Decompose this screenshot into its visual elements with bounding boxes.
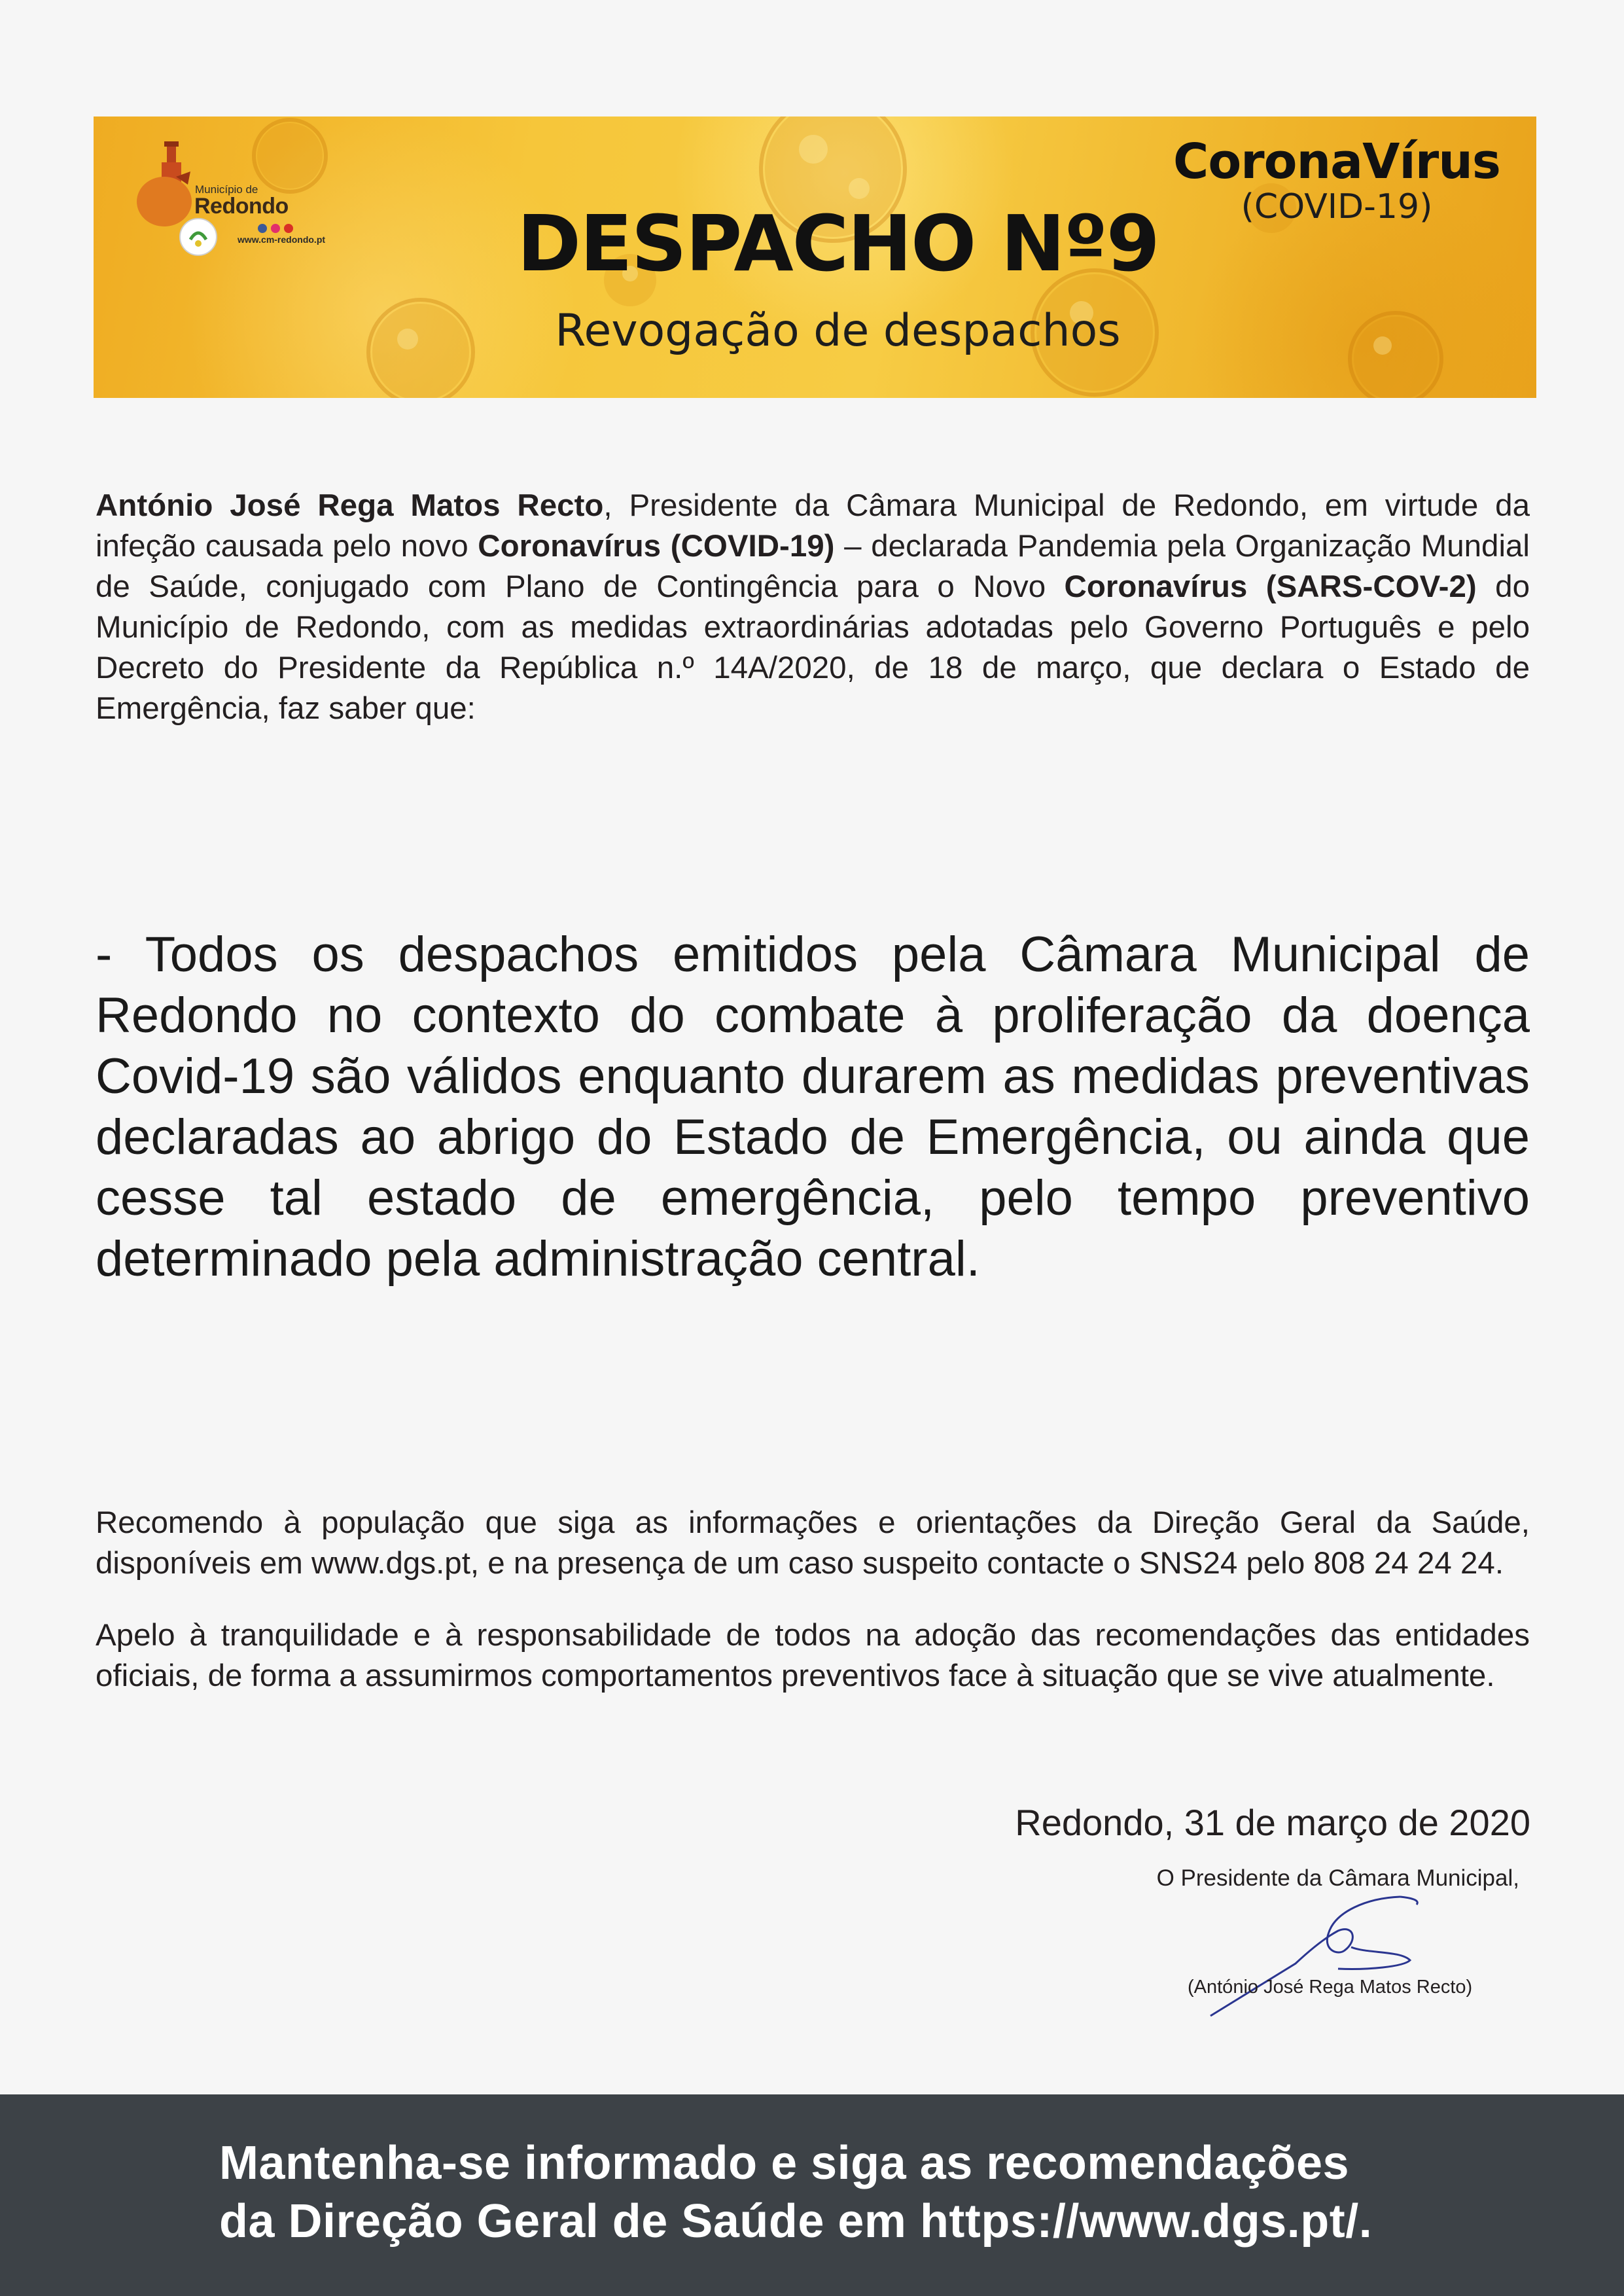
logo-municipio-text: Município de bbox=[195, 183, 258, 196]
logo-website-text: www.cm-redondo.pt bbox=[238, 234, 326, 245]
intro-text-1: , Presidente da Câmara Municipal de Redondo, em virtude da infeção causada pelo novo bbox=[96, 488, 1530, 564]
footer-banner bbox=[0, 2094, 1624, 2296]
footer-line-1: Mantenha-se informado e siga as recomendações bbox=[219, 2137, 1350, 2189]
appeal-paragraph: Apelo à tranquilidade e à responsabilidade de todos na adoção das recomendações das entidades oficiais, de forma a assumirmos comportamentos preventivos face à situação que se vive atualmente. bbox=[96, 1618, 1530, 1693]
coronavirus-badge-subtitle: (COVID-19) bbox=[1241, 187, 1433, 226]
president-role: O Presidente da Câmara Municipal, bbox=[1156, 1865, 1519, 1891]
intro-bold-covid: Coronavírus (COVID-19) bbox=[478, 529, 835, 564]
intro-text-2: – declarada Pandemia pela Organização Mundial de Saúde, conjugado com Plano de Contingência para o Novo bbox=[96, 529, 1530, 604]
intro-paragraph bbox=[96, 486, 1530, 729]
document-subtitle: Revogação de despachos bbox=[555, 305, 1121, 357]
header-banner bbox=[94, 117, 1536, 398]
intro-text-3: do Município de Redondo, com as medidas extraordinárias adotadas pelo Governo Português e pelo Decreto do Presidente da República n.º 14A/2020, de 18 de março, que declara o Estado de Emergência, faz saber que: bbox=[96, 569, 1530, 726]
footer-line-2[interactable]: da Direção Geral de Saúde em https://www.dgs.pt/. bbox=[219, 2195, 1373, 2248]
main-statement: - Todos os despachos emitidos pela Câmara Municipal de Redondo no contexto do combate à proliferação da doença Covid-19 são válidos enquanto durarem as medidas preventivas declaradas ao abrigo do Estado de Emergência, ou ainda que cesse tal estado de emergência, pelo tempo preventivo determinado pela administração central. bbox=[96, 927, 1530, 1287]
president-name: António José Rega Matos Recto bbox=[96, 488, 604, 523]
place-and-date: Redondo, 31 de março de 2020 bbox=[1015, 1802, 1530, 1843]
logo-redondo-text: Redondo bbox=[194, 194, 289, 219]
recommendation-paragraph: Recomendo à população que siga as informações e orientações da Direção Geral da Saúde, disponíveis em www.dgs.pt, e na presença de um caso suspeito contacte o SNS24 pelo 808 24 24 24. bbox=[96, 1505, 1530, 1581]
coronavirus-badge-title: CoronaVírus bbox=[1173, 134, 1500, 190]
handwritten-signature bbox=[1204, 1885, 1453, 2029]
intro-bold-sars: Coronavírus (SARS-COV-2) bbox=[1064, 569, 1477, 604]
signatory-name: (António José Rega Matos Recto) bbox=[1188, 1977, 1473, 1998]
document-title: DESPACHO Nº9 bbox=[517, 198, 1159, 289]
